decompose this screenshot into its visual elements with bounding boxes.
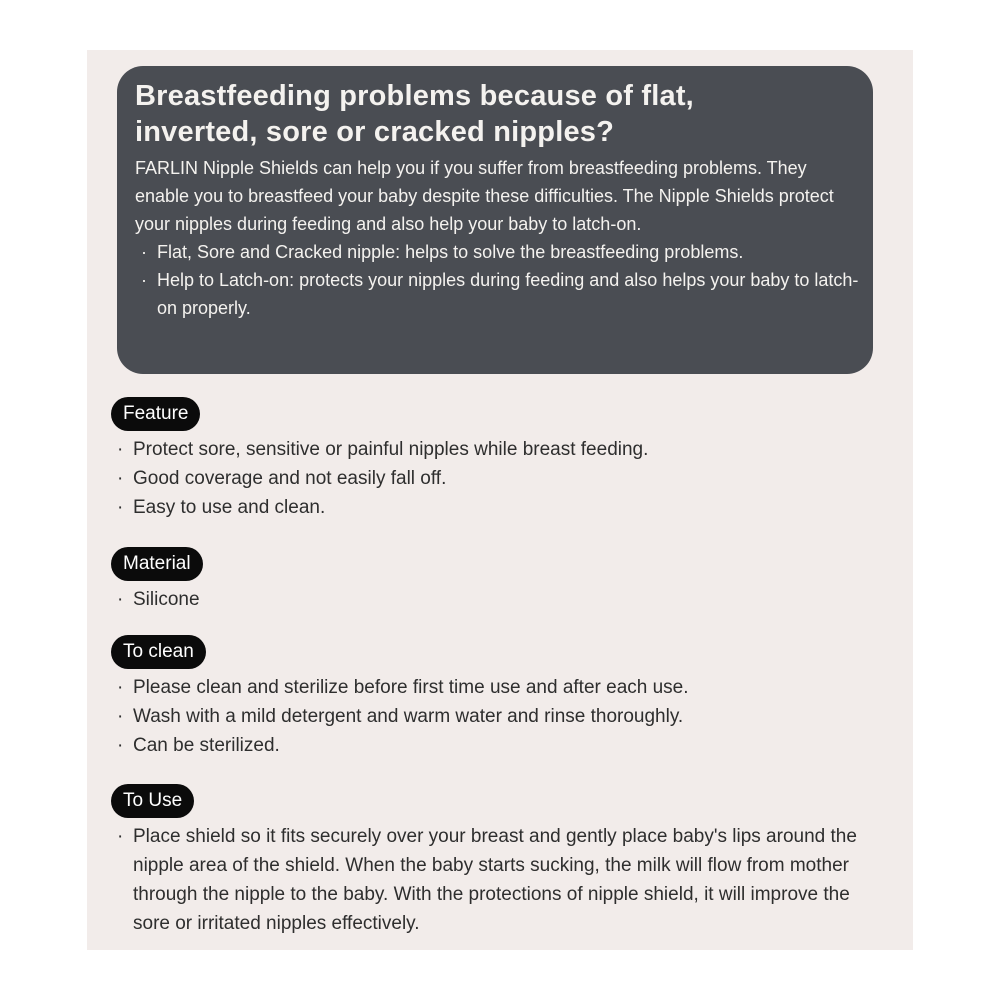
section-item-list [111,673,891,760]
headline-line-1: Breastfeeding problems because of flat, [135,80,694,112]
list-item [111,673,891,702]
list-item-text: Please clean and sterilize before first time use and after each use. [133,677,689,698]
intro-bullet [135,238,859,266]
list-item-text: Can be sterilized. [133,735,280,756]
section-title-pill: Material [111,547,203,581]
section-to-clean [111,635,891,760]
section-item-list [111,585,891,614]
intro-bullet-list [135,238,859,322]
list-item-text: Good coverage and not easily fall off. [133,468,447,489]
section-to-use [111,784,891,938]
section-feature [111,397,891,522]
list-item-text: Protect sore, sensitive or painful nipples while breast feeding. [133,439,649,460]
list-item-text: Silicone [133,589,200,610]
bullet-dot: · [117,826,124,847]
list-item [111,493,891,522]
intro-box [117,66,873,374]
headline-line-2: inverted, sore or cracked nipples? [135,116,615,148]
bullet-dot: · [117,735,124,756]
bullet-dot: · [117,439,124,460]
bullet-dot: · [117,706,124,727]
headline [135,78,859,150]
section-title-pill: To Use [111,784,194,818]
intro-bullet-text: Flat, Sore and Cracked nipple: helps to solve the breastfeeding problems. [157,242,744,262]
section-material [111,547,891,614]
intro-bullet [135,266,859,322]
list-item [111,464,891,493]
bullet-dot: · [117,677,124,698]
list-item [111,435,891,464]
list-item-text: Easy to use and clean. [133,497,326,518]
bullet-dot: · [141,242,147,262]
list-item [111,822,891,938]
section-title-pill: To clean [111,635,206,669]
section-item-list [111,822,891,938]
bullet-dot: · [141,270,147,290]
list-item-text: Place shield so it fits securely over your breast and gently place baby's lips around the nipple area of the shield. When the baby starts sucking, the milk will flow from mother through the nipple to the baby. With the protections of nipple shield, it will improve the sore or irritated nipples effectively. [133,826,857,934]
bullet-dot: · [117,468,124,489]
section-title-pill: Feature [111,397,200,431]
section-item-list [111,435,891,522]
list-item [111,585,891,614]
list-item [111,702,891,731]
intro-paragraph: FARLIN Nipple Shields can help you if you suffer from breastfeeding problems. They enable you to breastfeed your baby despite these difficulties. The Nipple Shields protect your nipples during feeding and also help your baby to latch-on. [135,158,834,234]
bullet-dot: · [117,589,124,610]
list-item [111,731,891,760]
intro-bullet-text: Help to Latch-on: protects your nipples during feeding and also helps your baby to latch-on properly. [157,270,859,318]
list-item-text: Wash with a mild detergent and warm water and rinse thoroughly. [133,706,684,727]
bullet-dot: · [117,497,124,518]
